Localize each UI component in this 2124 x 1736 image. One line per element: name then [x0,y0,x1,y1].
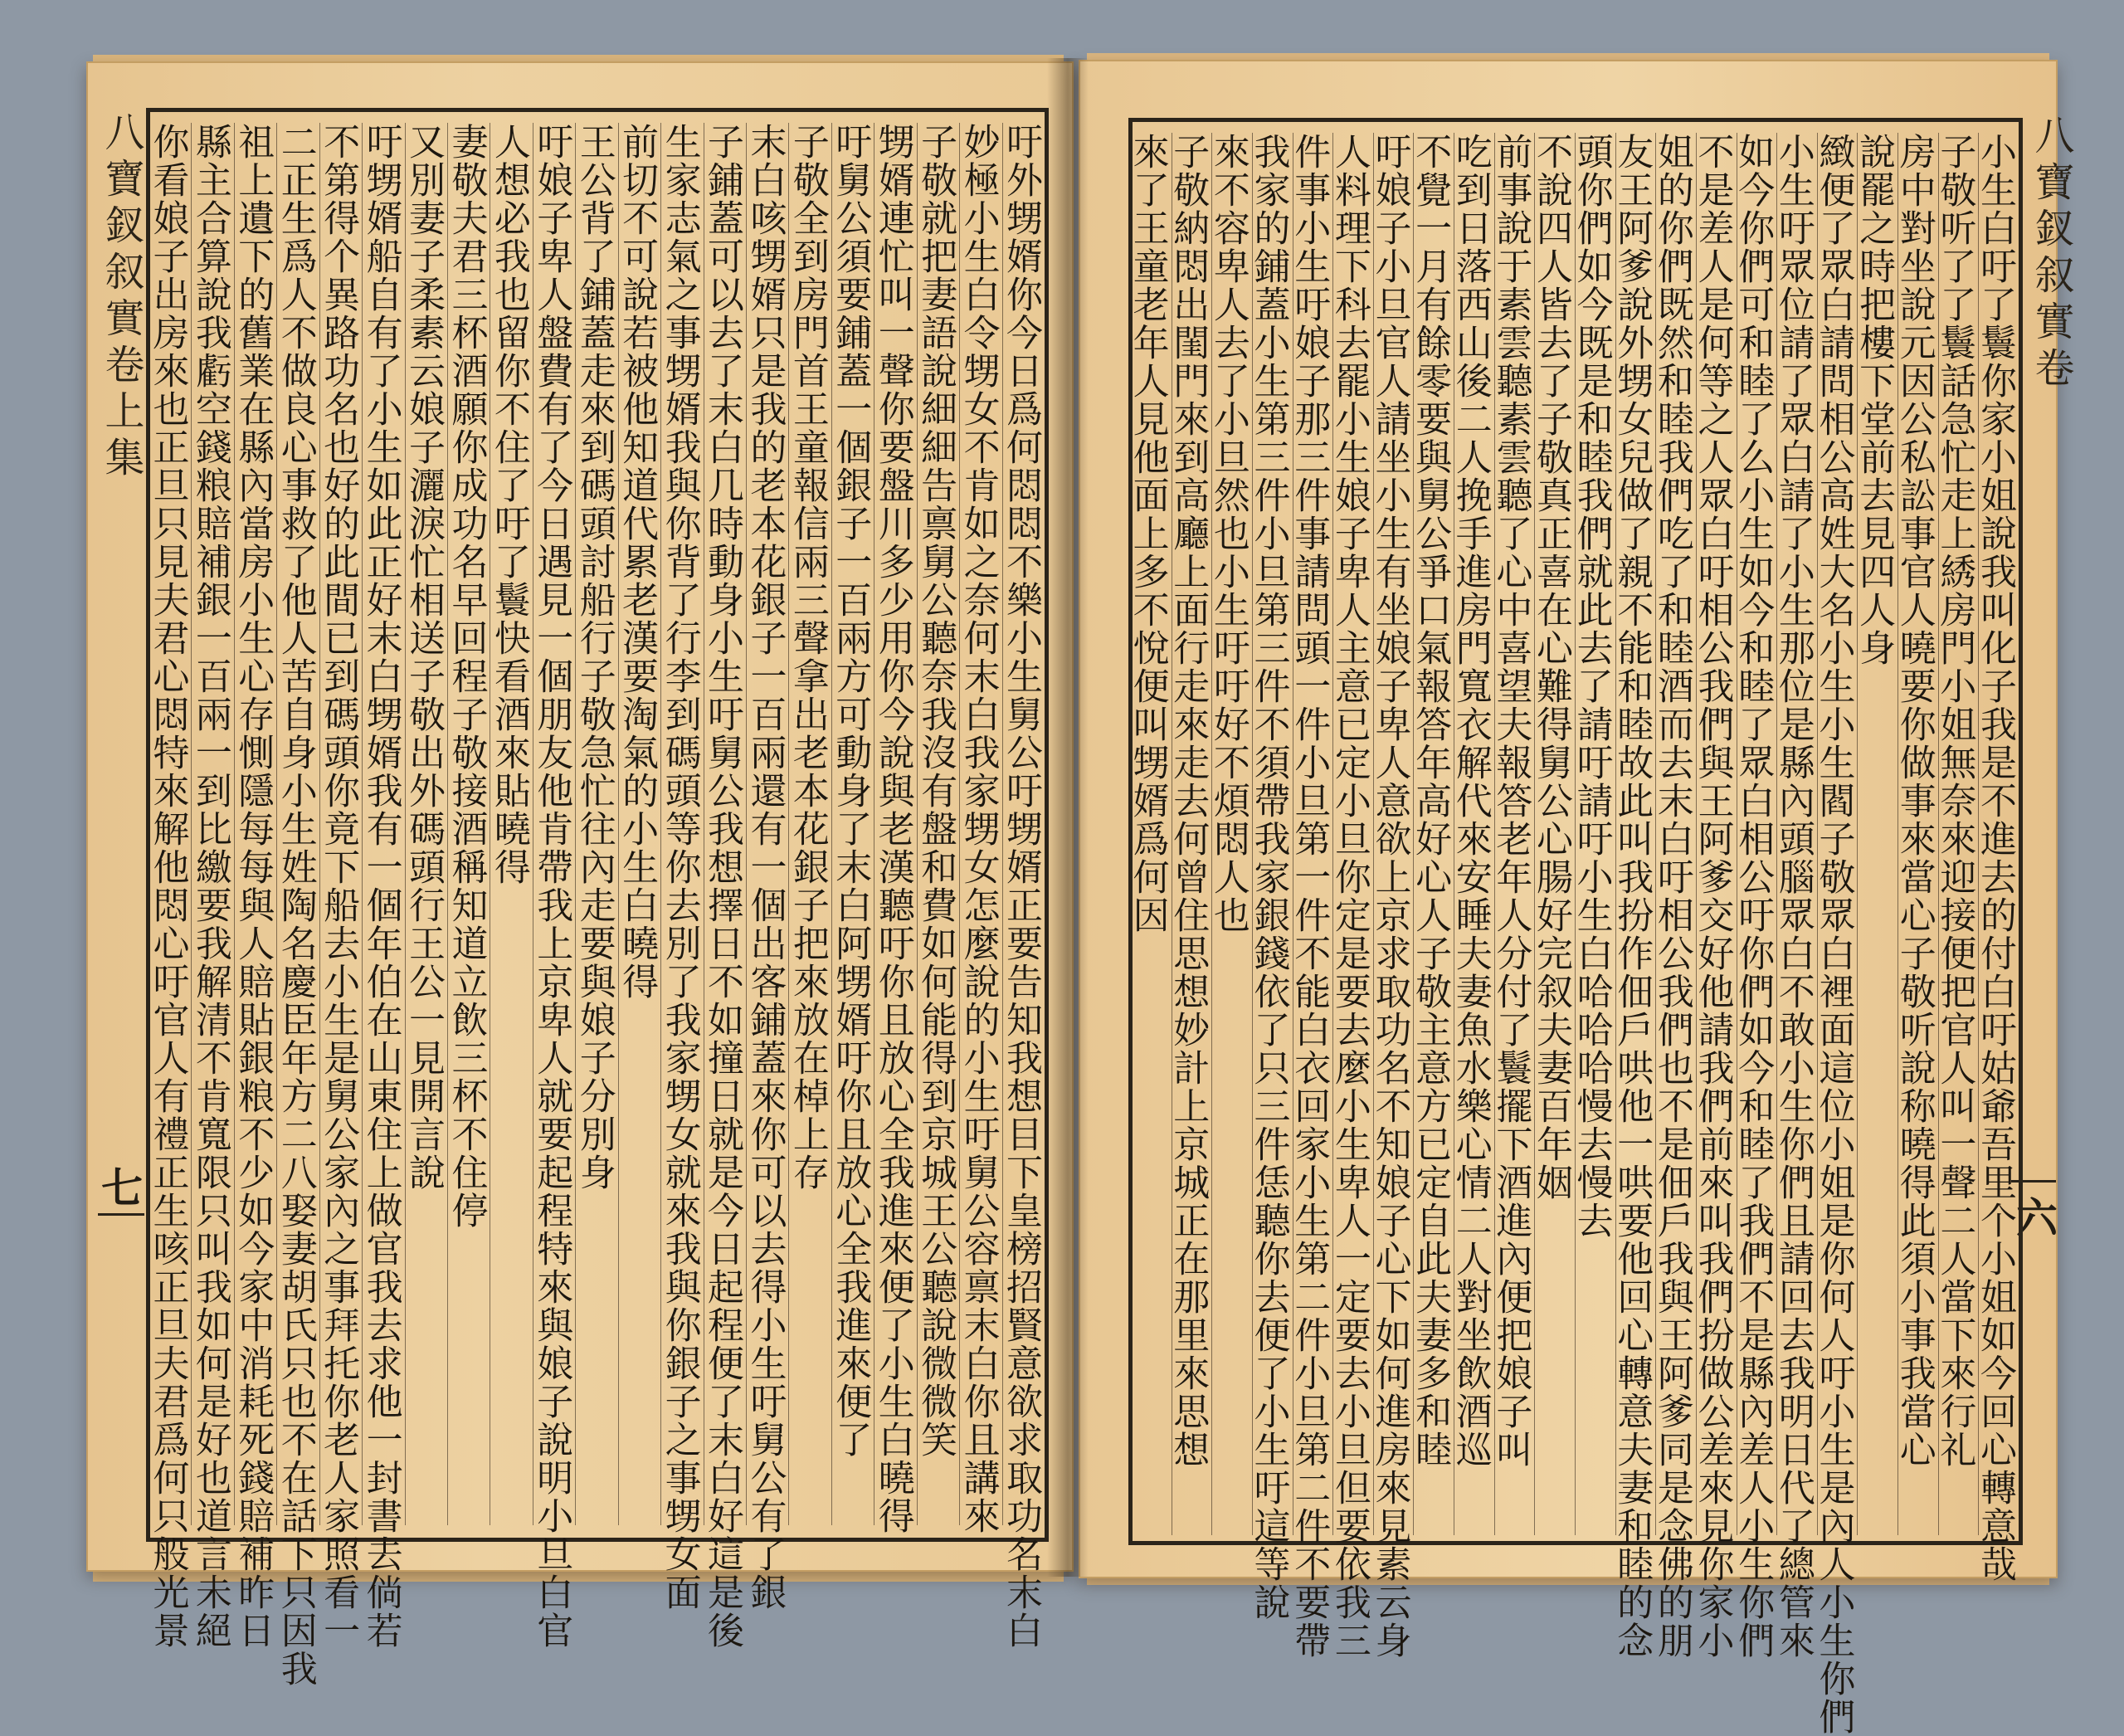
text-column: 不是差人是何等之人眾白吁相公我們與王阿爹交好他請我們前來叫我們扮做公差來見你家小 [1696,133,1737,1535]
text-column: 來了王童老年人見他面上多不悅便叫甥婿爲何因 [1126,133,1169,934]
text-column: 吁娘子小旦官人請坐小生有坐娘子卑人意欲上京求取功名不知娘子心下如何進房來見素云身 [1373,133,1415,1535]
text-column: 小生白吁了鬟你家小姐說我叫化子我是不進去的付白吁姑爺吾里个小姐如今回心轉意哉 [1978,133,2019,1535]
text-column: 又別妻子柔素云娘子灑淚忙相送子敬出外碼頭行王公一見開言說 [405,123,448,1525]
text-column: 子鋪蓋可以去了末白几時動身小生吁舅公我想擇日不如撞日就是今日起程便了末白好這是後 [704,123,747,1525]
text-column: 妻敬夫君三杯酒願你成功名早回程子敬接酒稱知道立飲三杯不住停 [447,123,490,1525]
text-column: 不說四人皆去了子敬真正喜在心難得舅公心腸好完叙夫妻百年姻 [1534,133,1576,1535]
text-column: 祖上遺下的舊業在縣內當房小生心存惻隱每每與人賠貼銀粮不少如今家中消耗死錢賠補昨日 [234,123,277,1525]
text-column: 吁娘子卑人盤費有了今日遇見一個朋友他肯帶我上京卑人就要起程特來與娘子說明小旦白官 [533,123,576,1525]
text-column: 房中對坐說元因公私訟事官人曉要你做事來當心子敬听說称曉得此須小事我當心 [1897,133,1939,1535]
text-column: 甥婿連忙叫一聲你要盤川多少用你今說與老漢聽吁你且放心全我進來便了小生白曉得 [874,123,917,1525]
right-margin-title: 八寶釵叙實卷 [2028,115,2074,393]
text-column: 吁外甥婿你今日爲何悶悶不樂小生舅公吁甥婿正要告知我想目下皇榜招賢意欲求取功名末白 [1002,123,1045,1525]
left-margin-title: 八寶釵叙實卷上集 [98,111,144,483]
text-column: 子敬納悶出閨門來到高廳上面行走來走去何曾住思想妙計上京城正在那里來思想 [1172,133,1213,1535]
text-column: 緻便了眾白請問相公高姓大名小生小生閻子敬眾白裡面這位小姐是你何人吁小生是內人小生你們 [1817,133,1858,1535]
text-column: 二正生爲人不做良心事救了他人苦自身小生姓陶名慶臣年方二八娶妻胡氏只也不在話下只因我 [276,123,319,1525]
text-column: 件事小生吁娘子那三件事請問頭一件小旦第一件不能白衣回家小生第二件小旦第二件不要帶 [1293,133,1334,1535]
left-page [86,61,1074,1688]
right-folio: 六 [2016,1193,2058,1242]
text-column: 不覺一月有餘零要與舅公爭口氣報答年高好心人子敬主意方已定自此夫妻多和睦 [1413,133,1454,1535]
text-column: 王公背了鋪蓋走來到碼頭討船行子敬急忙往內走要與娘子分別身 [575,123,618,1525]
text-column: 人料理下科去罷小生娘子卑人主意已定小旦你定是要去麼小生卑人一定要去小旦但要依我三 [1332,133,1374,1535]
text-column: 你看娘子出房來也正旦只見夫君心悶特來解他悶心吁官人有禮正生咳正旦夫君爲何只般光景 [146,123,189,1650]
text-column: 姐的你們既然和睦我們吃了和睦酒而去末白吁相公我們也不是佃戶我與王阿爹同是念佛的朋 [1655,133,1697,1535]
text-column: 子敬全到房門首王童報信兩三聲拿出老本花銀子把來放在棹上存 [788,123,831,1525]
text-column: 吁甥婿船自有了小生如此正好末白甥婿我有一個年伯在山東住上做官我去求他一封書去倘若 [362,123,405,1525]
text-column: 前事說于素雲聽素雲聽了心中喜望夫報答老年人分付了鬟擺下酒進內便把娘子叫 [1494,133,1536,1535]
text-column: 不第得个異路功名也好的此間已到碼頭你竟下船去小生是舅公家內之事拜托你老人家照看一 [319,123,363,1525]
right-text-frame [1126,118,2023,1736]
text-column: 我家的鋪蓋小生第三件小旦第三件不須帶我家銀錢依了只三件恁聽你去便了小生吁這等說 [1252,133,1293,1535]
text-column: 小生吁眾位請了眾白請了小生那位是縣內頭腦眾白不敢小生你們且請回去我明日代了總管來 [1776,133,1818,1535]
text-column: 吁舅公須要鋪蓋一個銀子一百兩方可動身了末白阿甥婿吁你且放心全我進來便了 [831,123,874,1525]
text-column: 人想必我也留你不住了吁了鬟快看酒來貼曉得 [490,123,533,1525]
text-column: 吃到日落西山後二人挽手進房門寬衣解代來安睡夫妻魚水樂心情二人對坐飲酒巡 [1454,133,1495,1535]
text-column: 前切不可說若被他知道代累老漢要淘氣的小生白曉得 [618,123,661,1525]
text-column: 子敬就把妻語說細細告禀舅公聽奈我沒有盤和費如何能得到京城王公聽說微微笑 [917,123,960,1525]
text-column: 如今你們可和睦了么小生如今和睦了眾白相公吁你們如今和睦了我們不是縣內差人小生你們 [1737,133,1778,1535]
right-page [1079,60,2074,1736]
left-folio-rule [98,1213,144,1216]
book-gutter [1047,58,1089,1577]
left-folio: 七 [101,1163,143,1212]
text-column: 頭你們如今既是和睦我們就此去了請吁請吁小生白哈哈哈慢去慢去 [1575,133,1616,1535]
text-column: 友王阿爹說外甥女兒做了親不能和睦故此叫我扮作佃戶哄他一哄要他回心轉意夫妻和睦的念 [1615,133,1657,1535]
text-column: 末白咳甥婿只是我的老本花銀子一百兩還有一個出客鋪蓋來你可以去得小生吁舅公有了銀 [746,123,789,1525]
text-column: 妙極小生白令甥女不肯如之奈何末白我家甥女怎麼說的小生吁舅公容禀末白你且講來 [959,123,1002,1525]
left-text-frame [146,108,1049,1688]
text-column: 縣主合算說我虧空錢粮賠補銀一百兩一到比繳要我解清不肯寬限只叫我如何是好也道言未絕 [191,123,234,1525]
text-column: 說罷之時把樓下堂前去見四人身 [1857,133,1898,1535]
text-column: 來不容卑人去了小旦然也小生吁吁好不煩悶人也 [1211,133,1253,1535]
text-column: 子敬听了了鬟話急忙走上綉房門小姐無奈來迎接便把官人叫一聲二人當下來行礼 [1938,133,1980,1535]
text-column: 生家志氣之事甥婿我與你背了行李到碼頭等你去別了我家甥女就來我與你銀子之事甥女面 [660,123,704,1525]
